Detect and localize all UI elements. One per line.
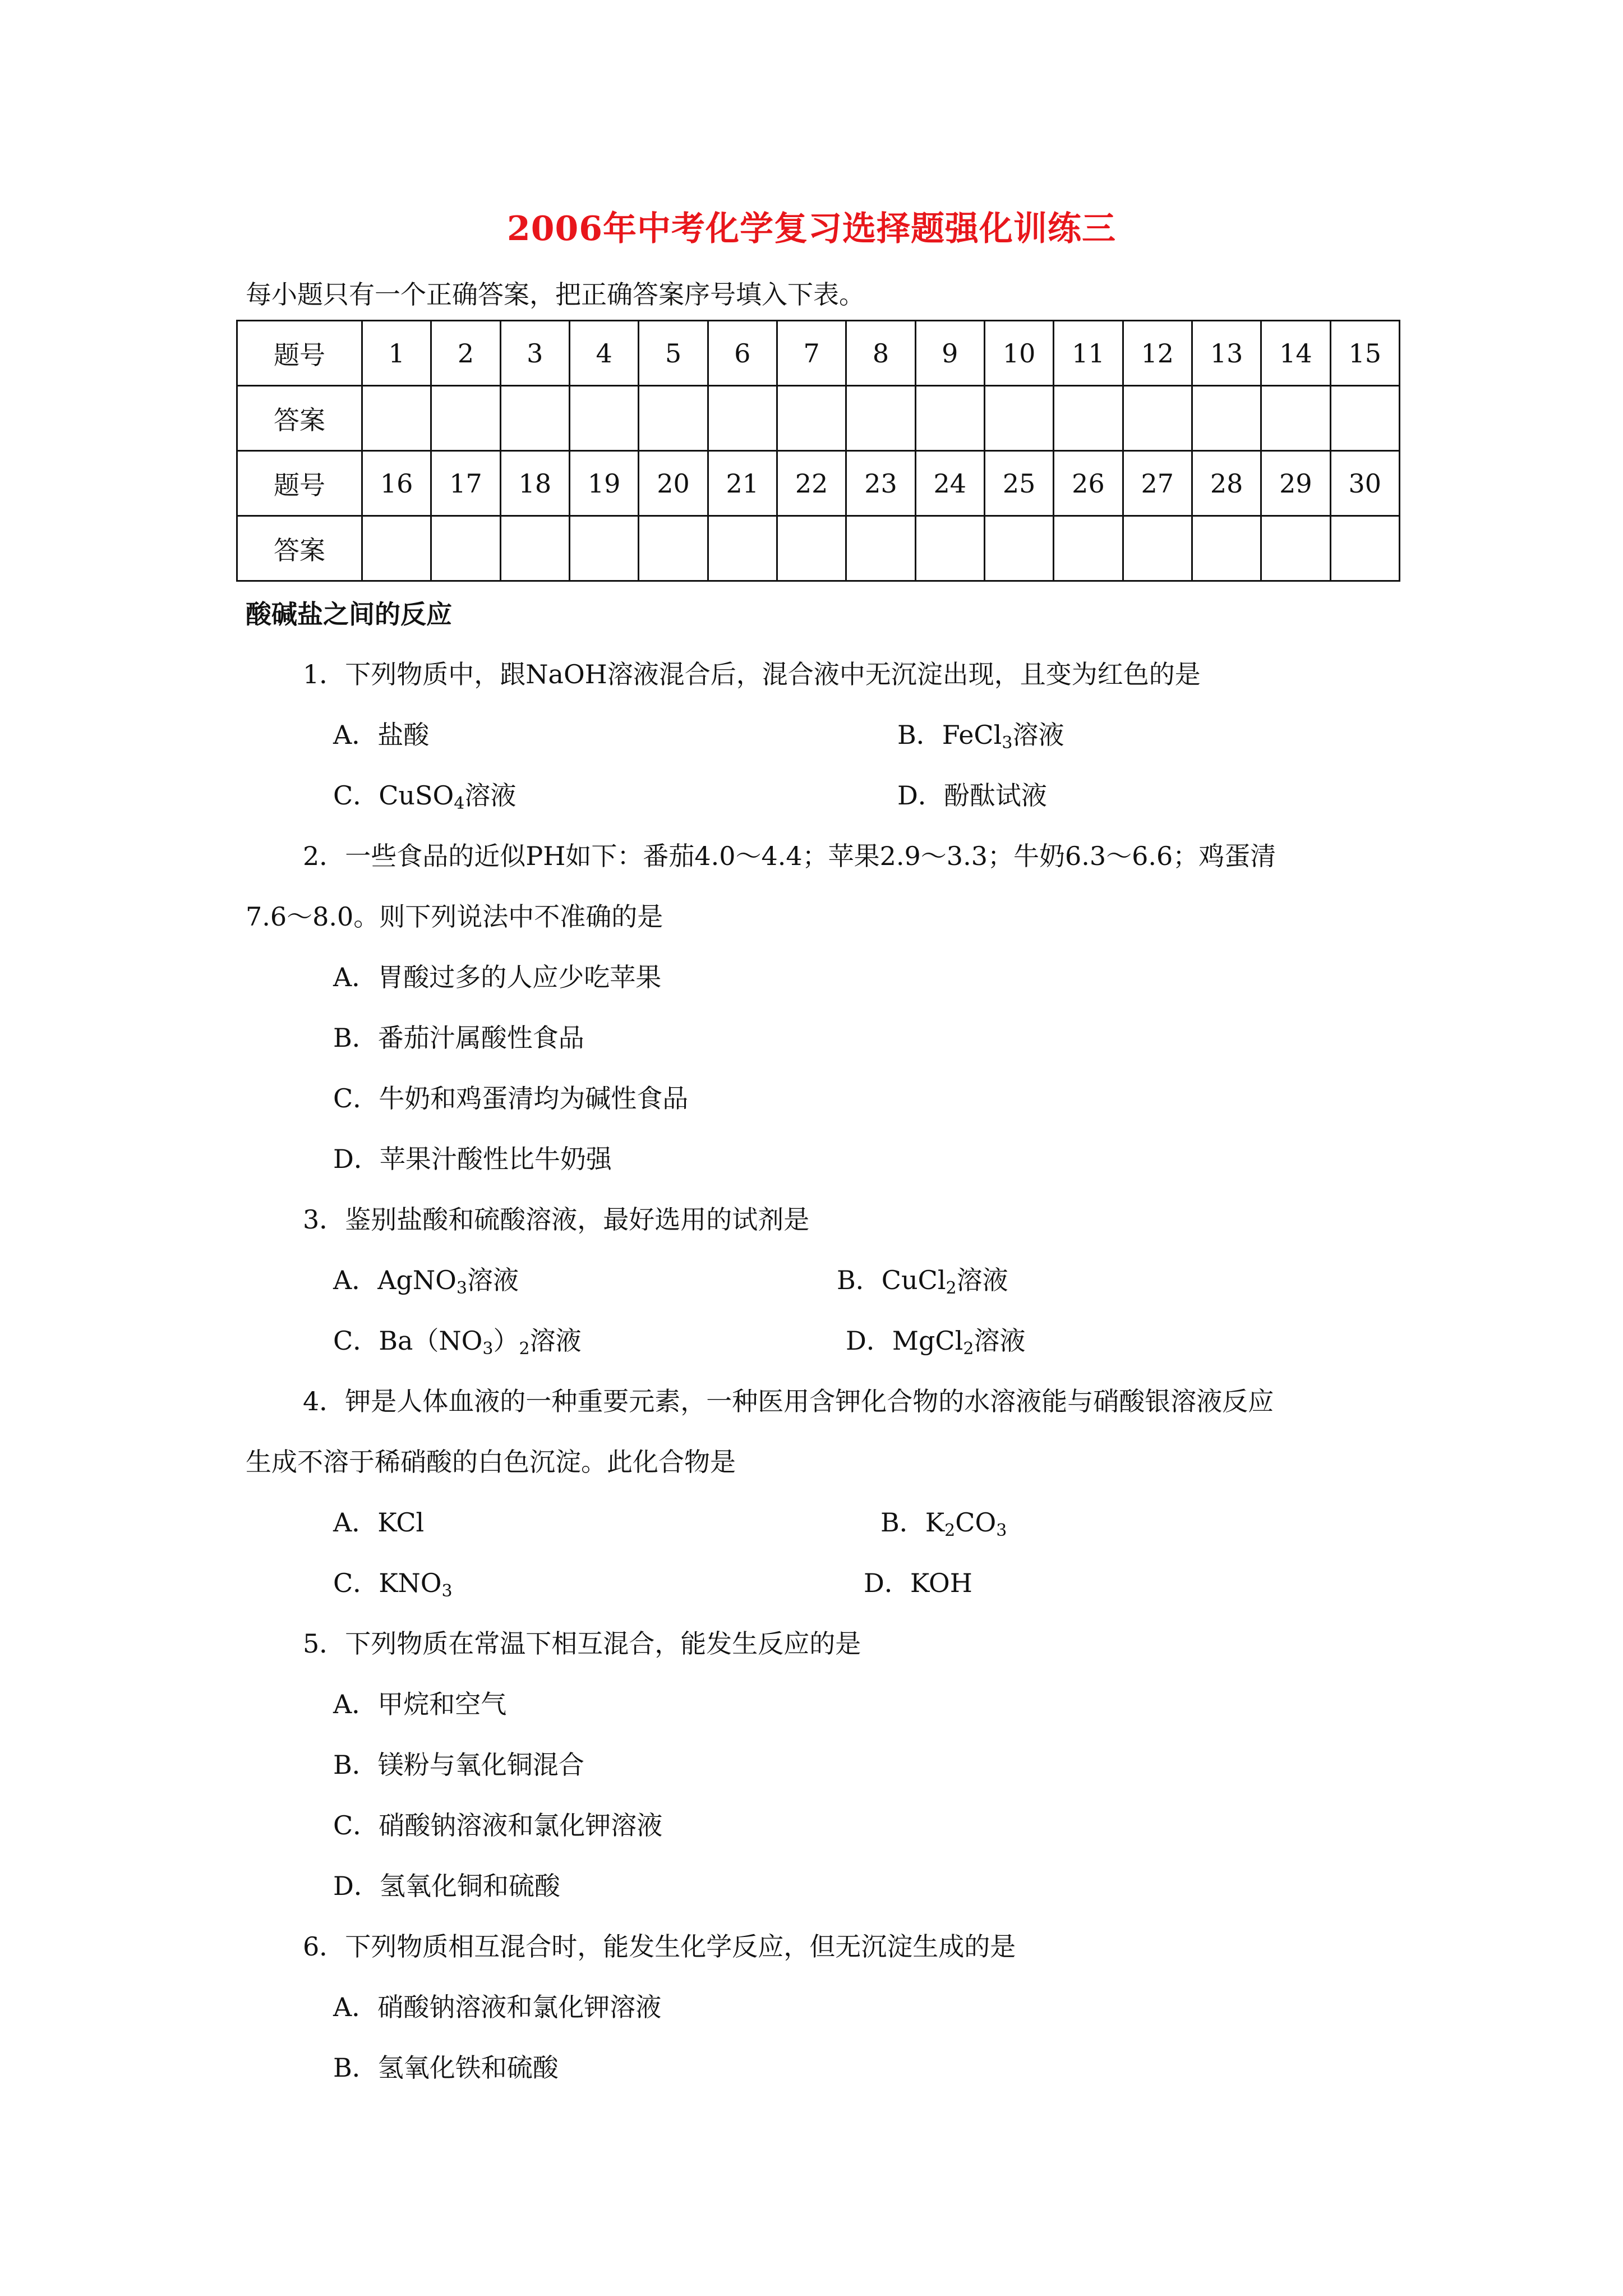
question-number: 11 <box>1054 321 1123 386</box>
question-number: 2 <box>431 321 500 386</box>
option-text: 溶液 <box>1012 720 1064 750</box>
option-text: C．CuSO <box>333 780 454 811</box>
question-number: 12 <box>1123 321 1192 386</box>
answer-label: 答案 <box>237 386 362 451</box>
answer-cell[interactable] <box>846 386 915 451</box>
subscript: 3 <box>482 1339 494 1359</box>
question-3-option-d <box>846 1324 1025 1358</box>
question-2-option-b: B．番茄汁属酸性食品 <box>333 1023 584 1053</box>
answer-cell[interactable] <box>1054 516 1123 581</box>
question-number: 27 <box>1123 451 1192 516</box>
answer-cell[interactable] <box>777 386 846 451</box>
number-row-1 <box>237 321 1400 386</box>
question-number: 19 <box>569 451 638 516</box>
subscript: 3 <box>441 1581 453 1601</box>
question-3-option-c <box>333 1324 582 1358</box>
question-number: 28 <box>1192 451 1261 516</box>
answer-label: 答案 <box>237 516 362 581</box>
subscript: 2 <box>946 1278 957 1298</box>
question-4-stem: 4．钾是人体血液的一种重要元素，一种医用含钾化合物的水溶液能与硝酸银溶液反应 <box>303 1386 1274 1416</box>
question-2-stem: 2．一些食品的近似PH如下：番茄4.0～4.4；苹果2.9～3.3；牛奶6.3～6.6；鸡蛋清 <box>303 841 1276 871</box>
answer-cell[interactable] <box>569 516 638 581</box>
question-4-stem-continued: 生成不溶于稀硝酸的白色沉淀。此化合物是 <box>246 1447 736 1477</box>
question-4-option-c <box>333 1566 453 1600</box>
answer-cell[interactable] <box>431 516 500 581</box>
number-label: 题号 <box>237 321 362 386</box>
question-3-stem: 3．鉴别盐酸和硫酸溶液，最好选用的试剂是 <box>303 1204 810 1235</box>
answer-cell[interactable] <box>915 516 984 581</box>
question-1-stem: 1．下列物质中，跟NaOH溶液混合后，混合液中无沉淀出现，且变为红色的是 <box>303 659 1201 689</box>
option-text: 溶液 <box>464 780 517 811</box>
question-4-option-b <box>880 1506 1007 1539</box>
number-row-2 <box>237 451 1400 516</box>
answer-cell[interactable] <box>1330 516 1399 581</box>
question-3-option-a <box>333 1263 519 1297</box>
answer-cell[interactable] <box>500 516 569 581</box>
answer-cell[interactable] <box>1330 386 1399 451</box>
option-text: 溶液 <box>974 1326 1026 1356</box>
subscript: 2 <box>944 1521 956 1540</box>
question-5-option-a: A．甲烷和空气 <box>333 1689 507 1719</box>
question-number: 17 <box>431 451 500 516</box>
question-number: 25 <box>984 451 1053 516</box>
question-3-option-b <box>837 1263 1008 1297</box>
option-text: 溶液 <box>529 1326 582 1356</box>
answer-cell[interactable] <box>431 386 500 451</box>
question-number: 5 <box>639 321 708 386</box>
question-1-option-c <box>333 779 516 812</box>
answer-cell[interactable] <box>639 516 708 581</box>
question-number: 22 <box>777 451 846 516</box>
question-2-option-a: A．胃酸过多的人应少吃苹果 <box>333 962 662 992</box>
answer-cell[interactable] <box>846 516 915 581</box>
answer-cell[interactable] <box>1123 386 1192 451</box>
question-number: 29 <box>1261 451 1330 516</box>
question-1-option-b <box>897 718 1064 752</box>
answer-cell[interactable] <box>500 386 569 451</box>
option-text: 溶液 <box>467 1265 519 1295</box>
answer-cell[interactable] <box>1123 516 1192 581</box>
question-number: 6 <box>708 321 777 386</box>
subscript: 2 <box>519 1339 530 1359</box>
page-title: 2006年中考化学复习选择题强化训练三 <box>507 209 1116 249</box>
question-number: 21 <box>708 451 777 516</box>
question-5-stem: 5．下列物质在常温下相互混合，能发生反应的是 <box>303 1628 861 1659</box>
question-number: 20 <box>639 451 708 516</box>
question-number: 1 <box>362 321 431 386</box>
question-number: 16 <box>362 451 431 516</box>
answer-cell[interactable] <box>708 386 777 451</box>
question-number: 13 <box>1192 321 1261 386</box>
option-text: CO <box>955 1507 997 1538</box>
question-number: 18 <box>500 451 569 516</box>
question-number: 8 <box>846 321 915 386</box>
answer-cell[interactable] <box>639 386 708 451</box>
option-text: B．FeCl <box>897 720 1002 750</box>
number-label: 题号 <box>237 451 362 516</box>
answer-cell[interactable] <box>362 386 431 451</box>
subscript: 3 <box>1002 733 1013 753</box>
question-5-option-d: D．氢氧化铜和硫酸 <box>333 1871 560 1901</box>
answer-row-1 <box>237 386 1400 451</box>
question-4-option-d: D．KOH <box>864 1568 972 1598</box>
subscript: 2 <box>963 1339 974 1359</box>
question-6-option-a: A．硝酸钠溶液和氯化钾溶液 <box>333 1992 662 2022</box>
question-1-option-a: A．盐酸 <box>333 720 430 750</box>
answer-row-2 <box>237 516 1400 581</box>
answer-cell[interactable] <box>1261 516 1330 581</box>
question-1-option-d: D．酚酞试液 <box>897 780 1047 811</box>
answer-cell[interactable] <box>1192 516 1261 581</box>
subscript: 3 <box>996 1521 1007 1540</box>
question-4-option-a: A．KCl <box>333 1507 425 1538</box>
answer-cell[interactable] <box>984 516 1053 581</box>
question-number: 14 <box>1261 321 1330 386</box>
section-heading: 酸碱盐之间的反应 <box>246 599 452 629</box>
question-number: 24 <box>915 451 984 516</box>
answer-cell[interactable] <box>1054 386 1123 451</box>
instruction-text: 每小题只有一个正确答案，把正确答案序号填入下表。 <box>246 279 865 310</box>
option-text: A．AgNO <box>333 1265 457 1295</box>
answer-cell[interactable] <box>569 386 638 451</box>
question-5-option-c: C．硝酸钠溶液和氯化钾溶液 <box>333 1810 663 1841</box>
answer-cell[interactable] <box>915 386 984 451</box>
answer-cell[interactable] <box>1261 386 1330 451</box>
answer-table <box>236 320 1400 582</box>
question-number: 4 <box>569 321 638 386</box>
answer-cell[interactable] <box>1192 386 1261 451</box>
question-6-stem: 6．下列物质相互混合时，能发生化学反应，但无沉淀生成的是 <box>303 1931 1016 1962</box>
question-number: 7 <box>777 321 846 386</box>
answer-cell[interactable] <box>777 516 846 581</box>
question-2-stem-continued: 7.6～8.0。则下列说法中不准确的是 <box>246 901 663 932</box>
subscript: 3 <box>456 1278 467 1298</box>
subscript: 4 <box>454 794 465 813</box>
answer-cell[interactable] <box>362 516 431 581</box>
answer-cell[interactable] <box>984 386 1053 451</box>
question-number: 23 <box>846 451 915 516</box>
option-text: B．K <box>880 1507 945 1538</box>
question-number: 30 <box>1330 451 1399 516</box>
option-text: ） <box>493 1326 519 1356</box>
answer-cell[interactable] <box>708 516 777 581</box>
option-text: D．MgCl <box>846 1326 963 1356</box>
question-2-option-c: C．牛奶和鸡蛋清均为碱性食品 <box>333 1083 689 1114</box>
option-text: 溶液 <box>956 1265 1008 1295</box>
question-number: 3 <box>500 321 569 386</box>
option-text: C．KNO <box>333 1568 442 1598</box>
question-number: 9 <box>915 321 984 386</box>
question-number: 10 <box>984 321 1053 386</box>
question-2-option-d: D．苹果汁酸性比牛奶强 <box>333 1144 612 1174</box>
question-6-option-b: B．氢氧化铁和硫酸 <box>333 2053 559 2083</box>
question-number: 26 <box>1054 451 1123 516</box>
question-number: 15 <box>1330 321 1399 386</box>
question-5-option-b: B．镁粉与氧化铜混合 <box>333 1750 584 1780</box>
option-text: C．Ba（NO <box>333 1326 483 1356</box>
option-text: B．CuCl <box>837 1265 946 1295</box>
